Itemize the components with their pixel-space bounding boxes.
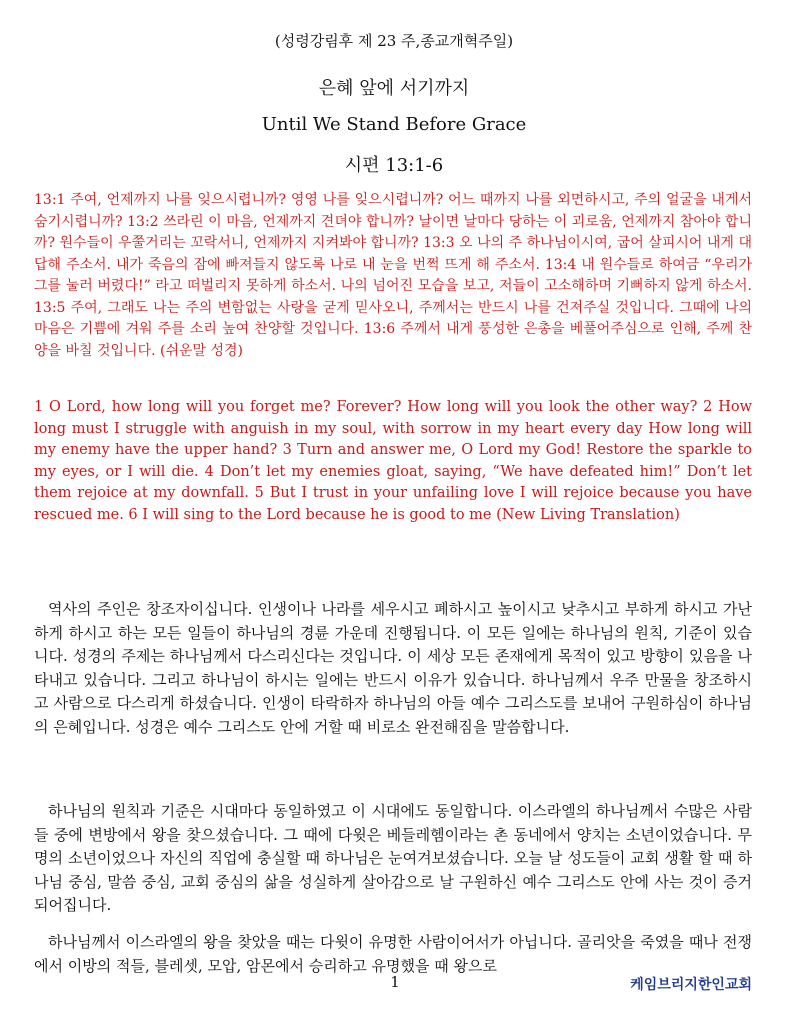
sermon-title-english: Until We Stand Before Grace xyxy=(261,114,527,135)
scripture-korean: 13:1 주여, 언제까지 나를 잊으시렵니까? 영영 나를 잊으시렵니까? 어느 때까지 나를 외면하시고, 주의 얼굴을 내게서 숨기시렵니까? 13:2 쓰라린 이 마음, 언제까지 견뎌야 합니까? 날이면 날마다 당하는 이 괴로움, 언제까지 참아야 합니까? 원수들이 우쭐거리는 꼬락서니, 언제까지 지켜봐야 합니까? 13:3 오 나의 주 하나님이시여, 굽어 살피시어 내게 대답해 주소서. 내가 죽음의 잠에 빠져들지 않도록 나로 내 눈을 번쩍 뜨게 해 주소서. 13:4 내 원수들로 하여금 “우리가 그를 눌러 버렸다!” 라고 떠벌리지 못하게 하소서. 나의 넘어진 모습을 보고, 저들이 고소해하며 기뻐하지 않게 하소서. 13:5 주여, 그래도 나는 주의 변함없는 사랑을 굳게 믿사오니, 주께서는 반드시 나를 건져주실 것입니다. 그때에 나의 마음은 기쁨에 겨워 주를 소리 높여 찬양할 것입니다. 13:6 주께서 내게 풍성한 은총을 베풀어주심으로 인해, 주께 찬양을 바칠 것입니다. (쉬운말 성경) xyxy=(34,192,752,359)
occasion-line: (성령강림후 제 23 주,종교개혁주일) xyxy=(274,32,514,50)
scripture-reference: 시편 13:1-6 xyxy=(344,155,444,176)
church-name: 케임브리지한인교회 xyxy=(630,977,752,993)
sermon-title-korean: 은혜 앞에 서기까지 xyxy=(318,78,470,99)
page-number: 1 xyxy=(390,973,400,991)
body-paragraph: 하나님의 원칙과 기준은 시대마다 동일하였고 이 시대에도 동일합니다. 이스라엘의 하나님께서 수많은 사람들 중에 변방에서 왕을 찾으셨습니다. 그 때에 다윗은 베들레헴이라는 촌 동네에서 양치는 소년이었습니다. 무명의 소년이었으나 자신의 직업에 충실할 때 하나님은 눈여겨보셨습니다. 오늘 날 성도들이 교회 생활 할 때 하나님 중심, 말씀 중심, 교회 중심의 삶을 성실하게 살아감으로 날 구원하신 예수 그리스도 안에 사는 것이 증거되어집니다. xyxy=(34,802,752,914)
body-paragraph: 하나님께서 이스라엘의 왕을 찾았을 때는 다윗이 유명한 사람이어서가 아닙니다. 골리앗을 죽였을 때나 전쟁에서 이방의 적들, 블레셋, 모압, 암몬에서 승리하고 유명했을 때 왕으로 xyxy=(34,933,752,975)
body-paragraph: 역사의 주인은 창조자이십니다. 인생이나 나라를 세우시고 폐하시고 높이시고 낮추시고 부하게 하시고 가난하게 하시고 하는 모든 일들이 하나님의 경륜 가운데 진행됩니다. 이 모든 일에는 하나님의 원칙, 기준이 있습니다. 성경의 주제는 하나님께서 다스리신다는 것입니다. 이 세상 모든 존재에게 목적이 있고 방향이 있음을 나타내고 있습니다. 그리고 하나님이 하시는 일에는 반드시 이유가 있습니다. 하나님께서 우주 만물을 창조하시고 사람으로 다스리게 하셨습니다. 인생이 타락하자 하나님의 아들 예수 그리스도를 보내어 구원하심이 하나님의 은혜입니다. 성경은 예수 그리스도 안에 거할 때 비로소 완전해짐을 말씀합니다. xyxy=(34,600,752,736)
scripture-english: 1 O Lord, how long will you forget me? Forever? How long will you look the other way? 2 How long must I struggle with anguish in my soul, with sorrow in my heart every day How long will my enemy have the upper hand? 3 Turn and answer me, O Lord my God! Restore the sparkle to my eyes, or I will die. 4 Don’t let my enemies gloat, saying, “We have defeated him!” Don’t let them rejoice at my downfall. 5 But I trust in your unfailing love I will rejoice because you have rescued me. 6 I will sing to the Lord because he is good to me (New Living Translation) xyxy=(34,399,752,523)
